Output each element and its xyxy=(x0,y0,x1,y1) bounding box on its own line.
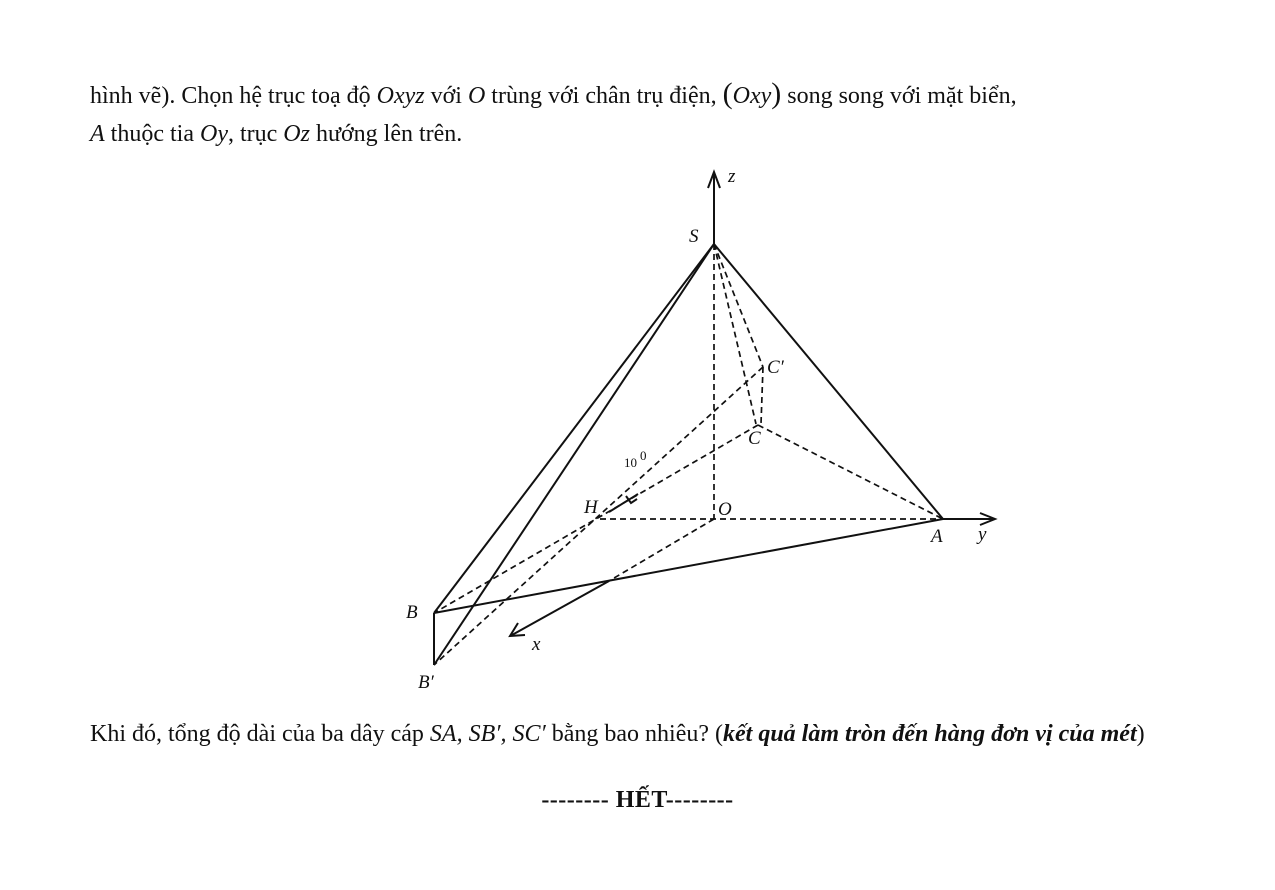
edge-SB xyxy=(434,244,714,613)
text: Khi đó, tổng độ dài của ba dây cáp xyxy=(90,721,430,747)
text: trùng với chân trụ điện, xyxy=(485,83,723,109)
segment-SC xyxy=(714,244,756,424)
label-B: B xyxy=(406,602,418,623)
label-O: O xyxy=(718,499,732,520)
label-S: S xyxy=(689,226,699,247)
text: song song với mặt biển, xyxy=(781,83,1017,109)
segment-CprimeC xyxy=(761,367,763,424)
math-term: Oxy xyxy=(732,83,772,109)
math-term: Oz xyxy=(283,121,310,147)
label-z: z xyxy=(728,166,736,187)
label-C: C xyxy=(748,428,761,449)
text: hình vẽ). Chọn hệ trục toạ độ xyxy=(90,83,377,109)
question-paragraph xyxy=(90,715,1200,753)
label-A: A xyxy=(931,526,943,547)
label-Cprime: C′ xyxy=(767,357,784,378)
edge-SBprime xyxy=(434,244,714,665)
label-angle-degree: 0 xyxy=(640,448,647,463)
math-term: Oy xyxy=(199,121,228,147)
math-term: A xyxy=(90,121,105,147)
segment-CA xyxy=(758,425,943,519)
text: ) xyxy=(1136,721,1145,747)
text: bằng bao nhiêu? ( xyxy=(545,721,724,747)
math-term: SA, SB′, SC′ xyxy=(429,721,546,747)
text: , trục xyxy=(227,121,284,147)
label-Bprime: B′ xyxy=(418,672,434,693)
edge-BA xyxy=(434,519,943,613)
paren: ( xyxy=(722,77,733,110)
math-term: Oxyz xyxy=(376,83,425,109)
label-H: H xyxy=(584,497,598,518)
segment-SCprime xyxy=(714,244,763,367)
text: với xyxy=(424,83,468,109)
paren: ) xyxy=(771,77,782,110)
text: hướng lên trên. xyxy=(309,121,463,147)
label-x: x xyxy=(532,634,541,655)
edge-SA xyxy=(714,244,943,519)
label-angle: 10 xyxy=(624,455,637,470)
math-term: O xyxy=(467,83,486,109)
label-y: y xyxy=(978,524,987,545)
italic-note: kết quả làm tròn đến hàng đơn vị của mét xyxy=(723,721,1137,747)
end-marker: -------- HẾT-------- xyxy=(541,787,734,813)
text: thuộc tia xyxy=(104,121,200,147)
